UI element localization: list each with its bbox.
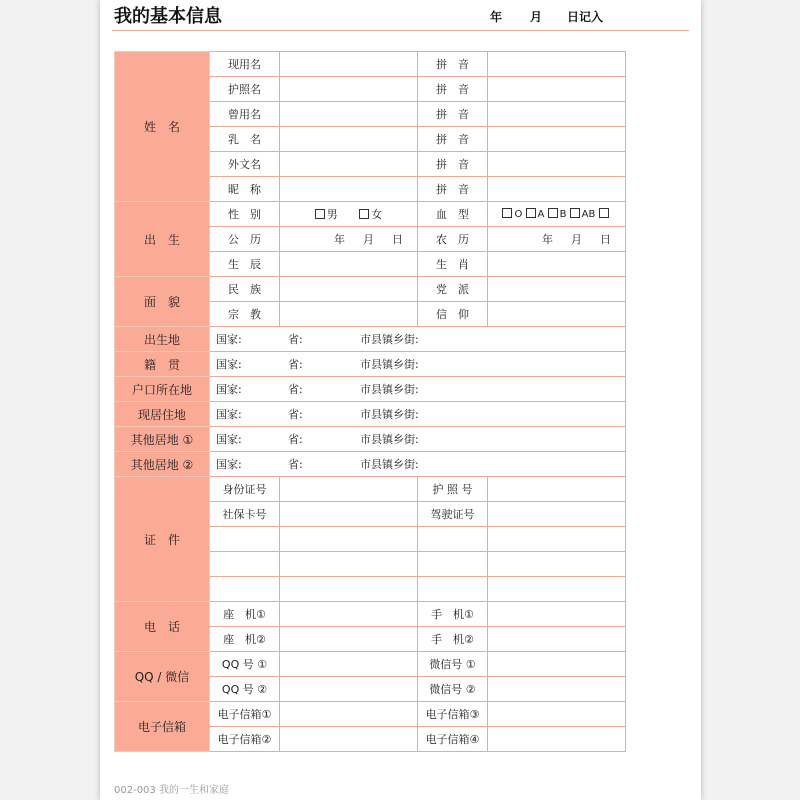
field-pinyin[interactable]	[488, 102, 626, 127]
blank-value-cell[interactable]	[280, 552, 418, 577]
label-wechat-2: 微信号 ②	[418, 677, 488, 702]
book-title: 我的一生和家庭	[158, 785, 229, 796]
label-belief: 信 仰	[418, 302, 488, 327]
field-email-4[interactable]	[488, 727, 626, 752]
date-year-label: 年	[490, 10, 503, 24]
group-birthplace: 出生地	[115, 327, 210, 352]
group-documents: 证 件	[115, 477, 210, 602]
blood-b-checkbox[interactable]: B	[548, 209, 567, 220]
label-pinyin: 拼 音	[418, 77, 488, 102]
blood-other-checkbox[interactable]	[599, 208, 609, 218]
field-lunar-date[interactable]: 年 月 日	[488, 227, 626, 252]
label-religion: 宗 教	[210, 302, 280, 327]
male-checkbox[interactable]: 男	[315, 206, 338, 222]
field-mobile-1[interactable]	[488, 602, 626, 627]
field-gender	[280, 202, 418, 227]
blank-label-cell[interactable]	[418, 577, 488, 602]
header-divider	[112, 30, 689, 31]
blood-o-checkbox[interactable]: O	[502, 209, 522, 220]
label-email-4: 电子信箱④	[418, 727, 488, 752]
field-current-name[interactable]	[280, 52, 418, 77]
form-sheet	[100, 0, 701, 800]
field-other-residence-2[interactable]: 国家: 省: 市县镇乡街:	[210, 452, 626, 477]
blank-label-cell[interactable]	[210, 577, 280, 602]
label-social-security: 社保卡号	[210, 502, 280, 527]
label-foreign-name: 外文名	[210, 152, 280, 177]
label-mobile-1: 手 机①	[418, 602, 488, 627]
field-qq-2[interactable]	[280, 677, 418, 702]
field-pinyin[interactable]	[488, 127, 626, 152]
blood-ab-checkbox[interactable]: AB	[570, 209, 596, 220]
field-religion[interactable]	[280, 302, 418, 327]
label-party: 党 派	[418, 277, 488, 302]
label-qq-2: QQ 号 ②	[210, 677, 280, 702]
field-driver-license[interactable]	[488, 502, 626, 527]
field-foreign-name[interactable]	[280, 152, 418, 177]
label-driver-license: 驾驶证号	[418, 502, 488, 527]
group-household-registration: 户口所在地	[115, 377, 210, 402]
label-zodiac: 生 肖	[418, 252, 488, 277]
field-email-3[interactable]	[488, 702, 626, 727]
field-mobile-2[interactable]	[488, 627, 626, 652]
field-nickname[interactable]	[280, 177, 418, 202]
blank-value-cell[interactable]	[488, 577, 626, 602]
label-pinyin: 拼 音	[418, 177, 488, 202]
label-landline-2: 座 机②	[210, 627, 280, 652]
blank-label-cell[interactable]	[210, 552, 280, 577]
group-phone: 电 话	[115, 602, 210, 652]
group-qq-wechat: QQ / 微信	[115, 652, 210, 702]
date-day-label: 日记入	[567, 10, 604, 24]
group-current-residence: 现居住地	[115, 402, 210, 427]
label-mobile-2: 手 机②	[418, 627, 488, 652]
field-pinyin[interactable]	[488, 52, 626, 77]
blank-label-cell[interactable]	[418, 527, 488, 552]
field-email-1[interactable]	[280, 702, 418, 727]
field-former-name[interactable]	[280, 102, 418, 127]
field-milk-name[interactable]	[280, 127, 418, 152]
label-email-2: 电子信箱②	[210, 727, 280, 752]
blank-label-cell[interactable]	[210, 527, 280, 552]
group-native-place: 籍 贯	[115, 352, 210, 377]
page-title: 我的基本信息	[114, 6, 222, 27]
label-former-name: 曾用名	[210, 102, 280, 127]
blank-label-cell[interactable]	[418, 552, 488, 577]
group-other-residence-1: 其他居地 ①	[115, 427, 210, 452]
field-social-security[interactable]	[280, 502, 418, 527]
field-pinyin[interactable]	[488, 177, 626, 202]
page-footer	[114, 781, 229, 796]
field-party[interactable]	[488, 277, 626, 302]
field-email-2[interactable]	[280, 727, 418, 752]
basic-info-table	[114, 51, 626, 752]
group-other-residence-2: 其他居地 ②	[115, 452, 210, 477]
label-email-1: 电子信箱①	[210, 702, 280, 727]
field-birth-hour[interactable]	[280, 252, 418, 277]
field-passport-name[interactable]	[280, 77, 418, 102]
label-pinyin: 拼 音	[418, 102, 488, 127]
label-passport-number: 护 照 号	[418, 477, 488, 502]
field-wechat-2[interactable]	[488, 677, 626, 702]
group-email: 电子信箱	[115, 702, 210, 752]
label-email-3: 电子信箱③	[418, 702, 488, 727]
blank-value-cell[interactable]	[488, 552, 626, 577]
blank-value-cell[interactable]	[488, 527, 626, 552]
group-birth: 出 生	[115, 202, 210, 277]
field-passport-number[interactable]	[488, 477, 626, 502]
field-pinyin[interactable]	[488, 152, 626, 177]
field-other-residence-1[interactable]: 国家: 省: 市县镇乡街:	[210, 427, 626, 452]
label-nickname: 昵 称	[210, 177, 280, 202]
blank-value-cell[interactable]	[280, 527, 418, 552]
group-appearance: 面 貌	[115, 277, 210, 327]
label-pinyin: 拼 音	[418, 52, 488, 77]
label-milk-name: 乳 名	[210, 127, 280, 152]
field-pinyin[interactable]	[488, 77, 626, 102]
field-native-place[interactable]: 国家: 省: 市县镇乡街:	[210, 352, 626, 377]
field-current-residence[interactable]: 国家: 省: 市县镇乡街:	[210, 402, 626, 427]
field-belief[interactable]	[488, 302, 626, 327]
label-qq-1: QQ 号 ①	[210, 652, 280, 677]
label-ethnicity: 民 族	[210, 277, 280, 302]
field-ethnicity[interactable]	[280, 277, 418, 302]
field-blood-type	[488, 202, 626, 227]
label-pinyin: 拼 音	[418, 127, 488, 152]
label-id-card: 身份证号	[210, 477, 280, 502]
label-birth-hour: 生 辰	[210, 252, 280, 277]
field-qq-1[interactable]	[280, 652, 418, 677]
label-pinyin: 拼 音	[418, 152, 488, 177]
label-blood-type: 血 型	[418, 202, 488, 227]
field-id-card[interactable]	[280, 477, 418, 502]
label-landline-1: 座 机①	[210, 602, 280, 627]
label-passport-name: 护照名	[210, 77, 280, 102]
field-household-registration[interactable]: 国家: 省: 市县镇乡街:	[210, 377, 626, 402]
field-landline-1[interactable]	[280, 602, 418, 627]
field-landline-2[interactable]	[280, 627, 418, 652]
field-birthplace[interactable]: 国家: 省: 市县镇乡街:	[210, 327, 626, 352]
group-name: 姓 名	[115, 52, 210, 202]
label-current-name: 现用名	[210, 52, 280, 77]
label-lunar-date: 农 历	[418, 227, 488, 252]
field-solar-date[interactable]: 年 月 日	[280, 227, 418, 252]
label-solar-date: 公 历	[210, 227, 280, 252]
field-wechat-1[interactable]	[488, 652, 626, 677]
date-month-label: 月	[530, 10, 543, 24]
field-zodiac[interactable]	[488, 252, 626, 277]
blank-value-cell[interactable]	[280, 577, 418, 602]
label-wechat-1: 微信号 ①	[418, 652, 488, 677]
label-gender: 性 别	[210, 202, 280, 227]
blood-a-checkbox[interactable]: A	[526, 209, 545, 220]
page-code: 002-003	[114, 785, 156, 796]
female-checkbox[interactable]: 女	[359, 206, 382, 222]
